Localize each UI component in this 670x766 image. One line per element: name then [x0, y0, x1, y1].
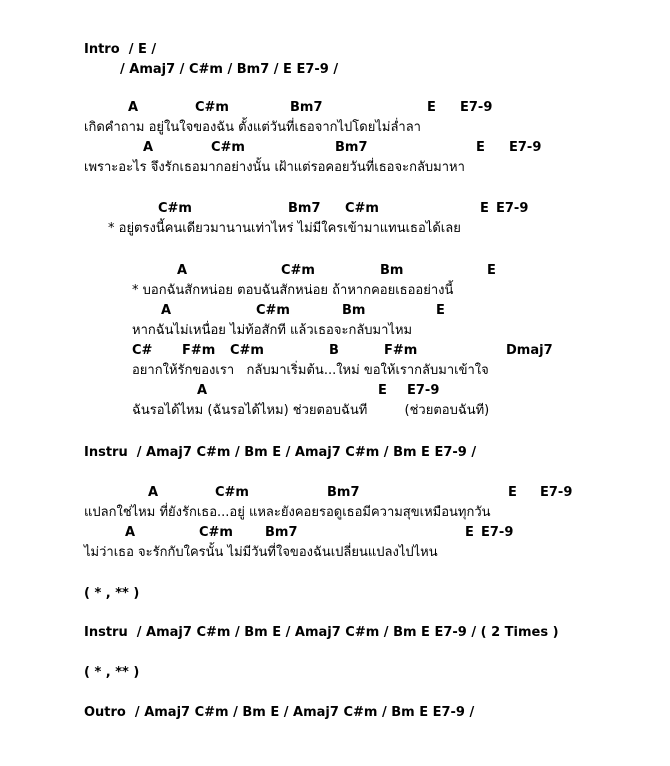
chord: Bm7	[290, 100, 323, 115]
outro-line: Outro / Amaj7 C#m / Bm E / Amaj7 C#m / Bm E E7-9 /	[84, 705, 475, 720]
chord: E	[487, 263, 496, 278]
lyric-line: เพราะอะไร จึงรักเธอมากอย่างนั้น เฝ้าแต่รอคอยวันที่เธอจะกลับมาหา	[84, 160, 465, 175]
chord: A	[148, 485, 159, 500]
chord: E	[476, 140, 485, 155]
repeat-marker: ( * , ** )	[84, 586, 140, 601]
chord: A	[143, 140, 154, 155]
chord: E	[378, 383, 387, 398]
chord: C#	[132, 343, 153, 358]
chord: C#m	[199, 525, 233, 540]
lyric-line: แปลกใช่ไหม ที่ยังรักเธอ...อยู่ แหละยังคอยรอดูเธอมีความสุขเหมือนทุกวัน	[84, 505, 491, 520]
chord: A	[128, 100, 139, 115]
lyric-line: ไม่ว่าเธอ จะรักกับใครนั้น ไม่มีวันที่ใจของฉันเปลี่ยนแปลงไปไหน	[84, 545, 438, 560]
chord: E	[508, 485, 517, 500]
chord: E7-9	[460, 100, 493, 115]
chord: C#m	[215, 485, 249, 500]
chord: C#m	[345, 201, 379, 216]
chord: A	[197, 383, 208, 398]
chord: A	[177, 263, 188, 278]
chord: E7-9	[481, 525, 514, 540]
chord: E	[480, 201, 489, 216]
lyric-line: ฉันรอได้ไหม (ฉันรอได้ไหม) ช่วยตอบฉันที (ช่วยตอบฉันที)	[132, 403, 490, 418]
chord: Bm	[342, 303, 366, 318]
chord: Bm7	[327, 485, 360, 500]
lyric-line: * บอกฉันสักหน่อย ตอบฉันสักหน่อย ถ้าหากคอยเธออย่างนี้	[132, 283, 454, 298]
chord: E7-9	[509, 140, 542, 155]
chord: Bm	[380, 263, 404, 278]
chord: C#m	[281, 263, 315, 278]
chord: Bm7	[265, 525, 298, 540]
chord: Bm7	[335, 140, 368, 155]
chord: F#m	[182, 343, 216, 358]
chord: Bm7	[288, 201, 321, 216]
chord: F#m	[384, 343, 418, 358]
lyric-line: อยากให้รักของเรา กลับมาเริ่มต้น...ใหม่ ขอให้เรากลับมาเข้าใจ	[132, 363, 489, 378]
repeat-marker: ( * , ** )	[84, 665, 140, 680]
instrumental-line: Instru / Amaj7 C#m / Bm E / Amaj7 C#m / Bm E E7-9 / ( 2 Times )	[84, 625, 559, 640]
chord: A	[125, 525, 136, 540]
chord: C#m	[256, 303, 290, 318]
chord: E	[436, 303, 445, 318]
instrumental-line: Instru / Amaj7 C#m / Bm E / Amaj7 C#m / Bm E E7-9 /	[84, 445, 477, 460]
lyric-line: หากฉันไม่เหนื่อย ไม่ท้อสักที แล้วเธอจะกลับมาไหม	[132, 323, 413, 338]
intro-line-2: / Amaj7 / C#m / Bm7 / E E7-9 /	[120, 62, 339, 77]
chord: Dmaj7	[506, 343, 553, 358]
chord: A	[161, 303, 172, 318]
chord: E7-9	[496, 201, 529, 216]
lyric-line: เกิดคำถาม อยู่ในใจของฉัน ตั้งแต่วันที่เธอจากไปโดยไม่ล่ำลา	[84, 120, 421, 135]
chord: E	[465, 525, 474, 540]
chord: C#m	[230, 343, 264, 358]
chord: E	[427, 100, 436, 115]
lyric-line: * อยู่ตรงนี้คนเดียวมานานเท่าไหร่ ไม่มีใครเข้ามาแทนเธอได้เลย	[108, 221, 461, 236]
chord: B	[329, 343, 339, 358]
chord: C#m	[211, 140, 245, 155]
intro-line-1: Intro / E /	[84, 42, 157, 57]
chord: C#m	[158, 201, 192, 216]
chord: E7-9	[540, 485, 573, 500]
chord: E7-9	[407, 383, 440, 398]
chord: C#m	[195, 100, 229, 115]
